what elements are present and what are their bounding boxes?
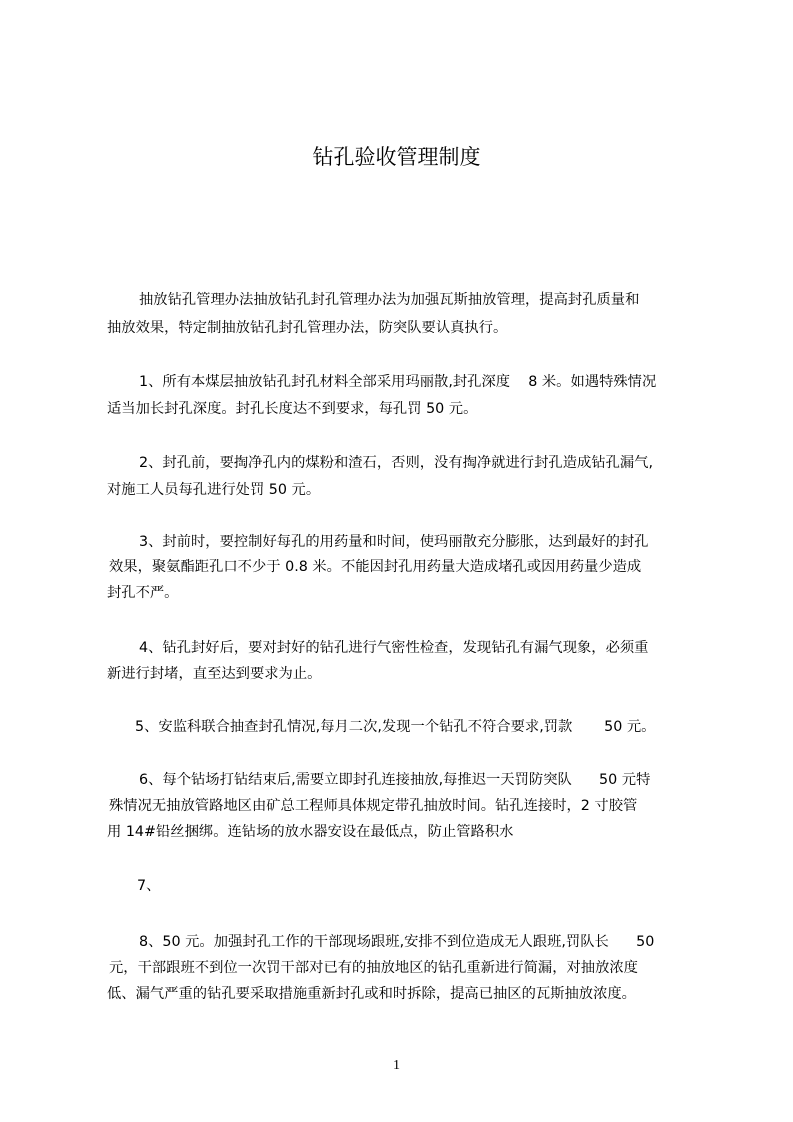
paragraph-line: 元，干部跟班不到位一次罚干部对已有的抽放地区的钻孔重新进行简漏，对抽放浓度: [109, 960, 638, 976]
page-number: 1: [393, 1058, 400, 1073]
paragraph-line: 殊情况无抽放管路地区由矿总工程师具体规定带孔抽放时间。钻孔连接时，2 寸胶管: [109, 798, 638, 814]
document-title: 钻孔验收管理制度: [312, 145, 481, 169]
paragraph-line: 对施工人员每孔进行处罚 50 元。: [107, 482, 321, 498]
paragraph-line: 效果，聚氨酯距孔口不少于 0.8 米。不能因封孔用药量大造成堵孔或因用药量少造成: [109, 559, 642, 575]
paragraph-line: 5、安监科联合抽查封孔情况,每月二次,发现一个钻孔不符合要求,罚款 50 元。: [135, 719, 656, 735]
paragraph-line: 6、每个钻场打钻结束后,需要立即封孔连接抽放,每推迟一天罚防突队 50 元特: [139, 772, 651, 788]
paragraph-line: 抽放效果，特定制抽放钻孔封孔管理办法，防突队要认真执行。: [107, 320, 508, 336]
paragraph-line: 3、封前时，要控制好每孔的用药量和时间，使玛丽散充分膨胀，达到最好的封孔: [139, 534, 649, 550]
paragraph-line: 新进行封堵，直至达到要求为止。: [107, 666, 322, 682]
paragraph-line: 1、所有本煤层抽放钻孔封孔材料全部采用玛丽散,封孔深度 8 米。如遇特殊情况: [139, 374, 657, 390]
paragraph-line: 用 14#铅丝捆绑。连钻场的放水器安设在最低点，防止管路积水: [107, 824, 514, 840]
paragraph-line: 2、封孔前，要掏净孔内的煤粉和渣石，否则，没有掏净就进行封孔造成钻孔漏气,: [139, 455, 654, 471]
paragraph-line: 4、钻孔封好后，要对封好的钻孔进行气密性检查，发现钻孔有漏气现象，必须重: [139, 640, 649, 656]
paragraph-line: 封孔不严。: [107, 585, 179, 601]
paragraph-line: 适当加长封孔深度。封孔长度达不到要求，每孔罚 50 元。: [107, 401, 478, 417]
paragraph-line: 8、50 元。加强封孔工作的干部现场跟班,安排不到位造成无人跟班,罚队长 50: [139, 934, 655, 950]
paragraph-line: 7、: [137, 878, 161, 894]
paragraph-line: 抽放钻孔管理办法抽放钻孔封孔管理办法为加强瓦斯抽放管理，提高封孔质量和: [139, 292, 640, 308]
paragraph-line: 低、漏气严重的钻孔要采取措施重新封孔或和时拆除，提高已抽区的瓦斯抽放浓度。: [107, 986, 636, 1002]
